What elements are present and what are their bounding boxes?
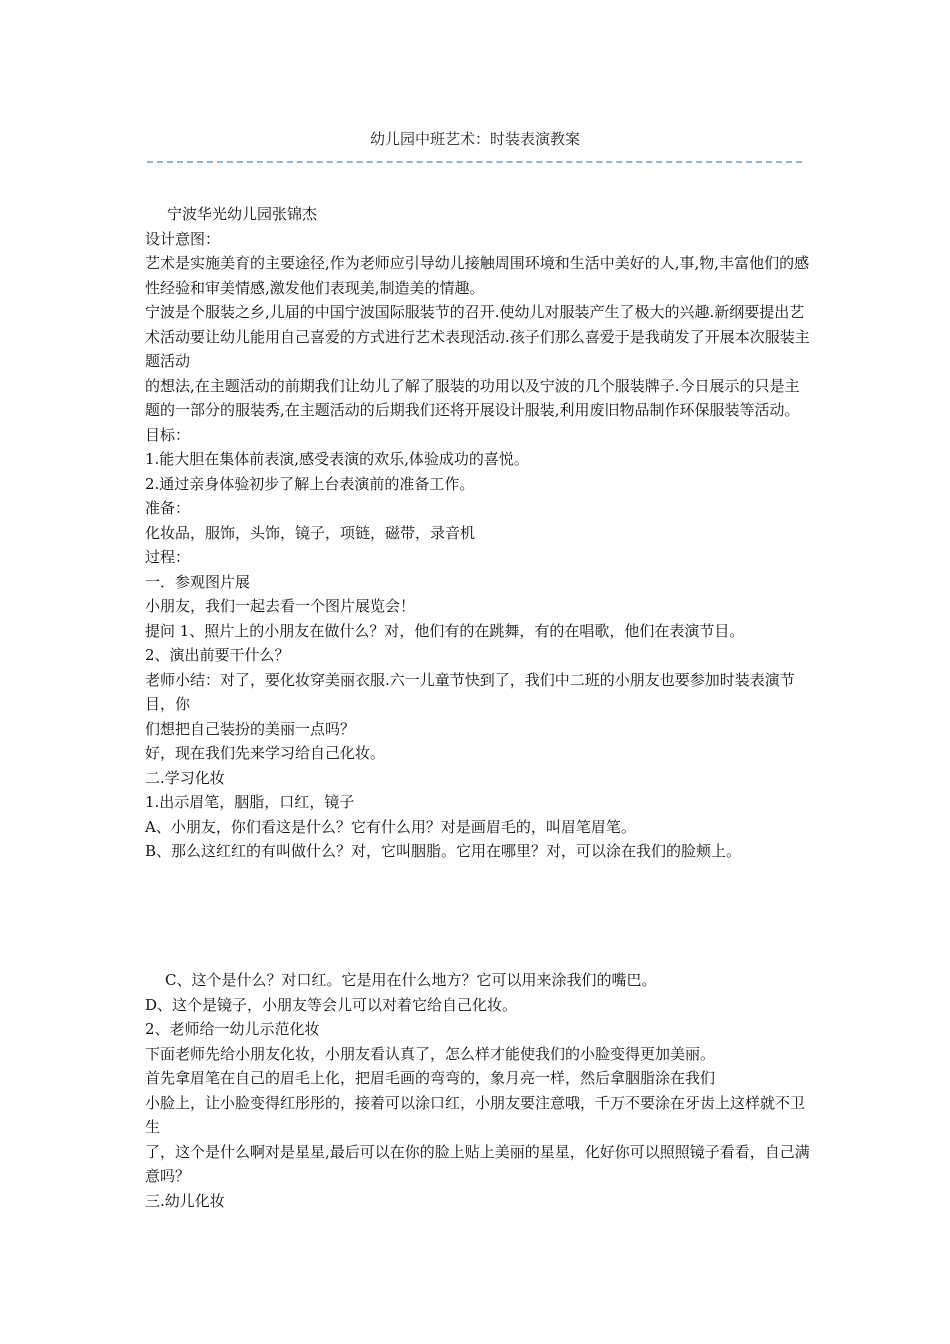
paragraph: 们想把自己装扮的美丽一点吗？ [145,719,356,738]
paragraph: 下面老师先给小朋友化妆，小朋友看认真了，怎么样才能使我们的小脸变得更加美丽。 [145,1044,716,1063]
document-section-1 [145,202,810,864]
paragraph: 过程： [145,548,191,566]
paragraph: 小朋友，我们一起去看一个图片展览会！ [145,597,416,615]
paragraph: 1.出示眉笔，胭脂，口红，镜子 [145,793,355,811]
paragraph: 设计意图： [145,229,221,248]
paragraph: 宁波是个服装之乡,儿届的中国宁波国际服装节的召开.使幼儿对服装产生了极大的兴趣.新纲要提出艺术活动要让幼儿能用自己喜爱的方式进行艺术表现活动.孩子们那么喜爱于是我萌发了开展本次服装主题活动 [145,303,810,370]
document-title: 幼儿园中班艺术：时装表演教案 [369,130,580,148]
paragraph: 小脸上，让小脸变得红彤彤的，接着可以涂口红，小朋友要注意哦，千万不要涂在牙齿上这样就不卫生 [145,1093,806,1136]
paragraph: 提问 1、照片上的小朋友在做什么？对，他们有的在跳舞，有的在唱歌，他们在表演节目。 [145,621,745,640]
paragraph: 老师小结：对了，要化妆穿美丽衣服.六一儿童节快到了，我们中二班的小朋友也要参加时装表演节目，你 [145,670,795,713]
paragraph: 二.学习化妆 [145,768,225,787]
paragraph: A、小朋友，你们看这是什么？它有什么用？对是画眉毛的，叫眉笔眉笔。 [145,817,636,836]
paragraph: 好，现在我们先来学习给自己化妆。 [145,744,386,762]
paragraph: 2.通过亲身体验初步了解上台表演前的准备工作。 [145,474,475,493]
paragraph: D、这个是镜子，小朋友等会儿可以对着它给自己化妆。 [145,995,518,1014]
paragraph: 的想法,在主题活动的前期我们让幼儿了解了服装的功用以及宁波的几个服装牌子.今日展示的只是主题的一部分的服装秀,在主题活动的后期我们还将开展设计服装,利用废旧物品制作环保服装等活动。 [145,376,800,419]
paragraph: 了，这个是什么啊对是星星,最后可以在你的脸上贴上美丽的星星，化好你可以照照镜子看看，自己满意吗？ [145,1142,810,1185]
paragraph: 2、演出前要干什么？ [145,646,290,664]
document-section-2 [145,968,810,1213]
paragraph: 准备： [145,499,191,517]
paragraph: C、这个是什么？对口红。它是用在什么地方？它可以用来涂我们的嘴巴。 [165,971,657,989]
paragraph: 三.幼儿化妆 [145,1191,225,1210]
paragraph: 2、老师给一幼儿示范化妆 [145,1020,320,1038]
paragraph: 一．参观图片展 [145,572,251,591]
paragraph: 化妆品，服饰，头饰，镜子，项链，磁带，录音机 [145,523,476,542]
paragraph: 1.能大胆在集体前表演,感受表演的欢乐,体验成功的喜悦。 [145,450,529,468]
paragraph: 首先拿眉笔在自己的眉毛上化，把眉毛画的弯弯的，象月亮一样，然后拿胭脂涂在我们 [145,1069,716,1087]
paragraph: 目标： [145,425,191,444]
paragraph: B、那么这红红的有叫做什么？对，它叫胭脂。它用在哪里？对，可以涂在我们的脸颊上。 [145,842,742,860]
paragraph: 艺术是实施美育的主要途径,作为老师应引导幼儿接触周围环境和生活中美好的人,事,物,丰富他们的感性经验和审美情感,激发他们表现美,制造美的情趣。 [145,254,810,297]
author-line: 宁波华光幼儿园张锦杰 [167,205,318,223]
title-divider [147,161,802,163]
